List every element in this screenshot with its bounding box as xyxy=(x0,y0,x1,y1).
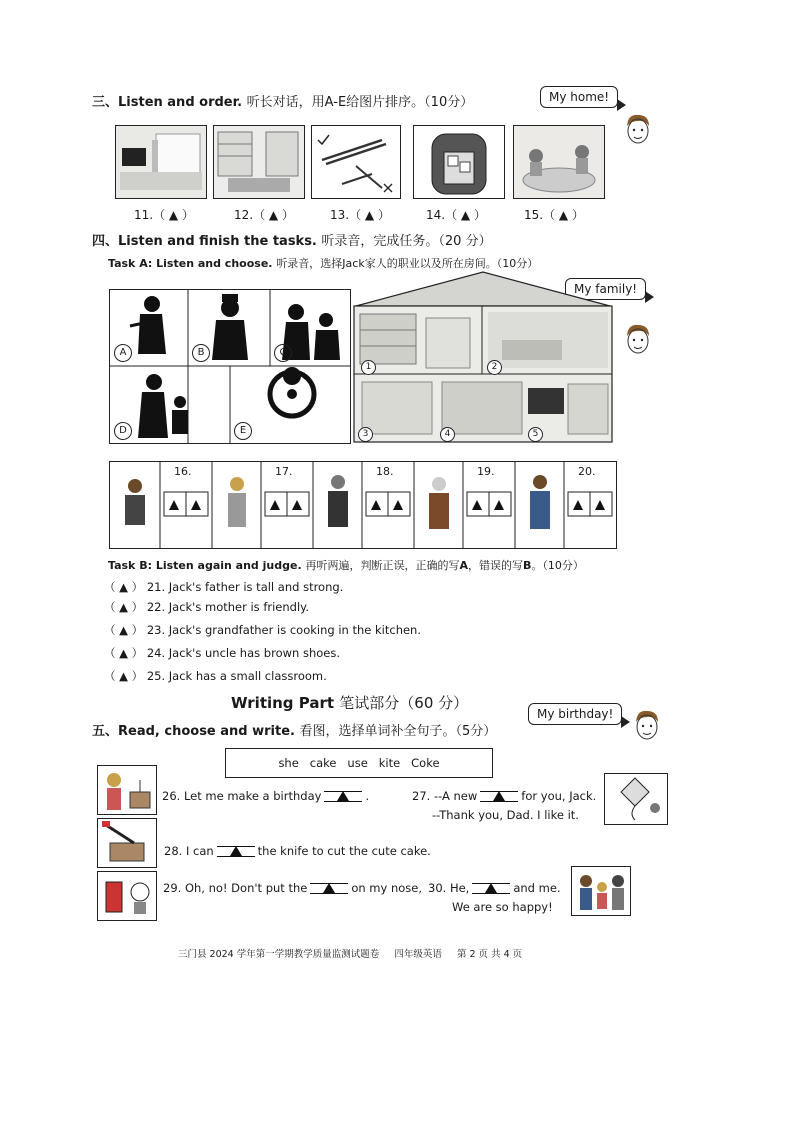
job-label-b: B xyxy=(192,344,210,362)
table-num-18: 18. xyxy=(376,465,394,478)
q27-picture xyxy=(604,773,668,825)
q26-sentence: 26. Let me make a birthday . xyxy=(162,789,370,803)
boy-face-icon xyxy=(623,112,653,146)
room-label-2: 2 xyxy=(487,360,502,375)
footer: 三门县 2024 学年第一学期教学质量监测试题卷 四年级英语 第 2 页 共 4 页 xyxy=(178,949,523,960)
judge-item-24: （ ▲ ） 24. Jack's uncle has brown shoes. xyxy=(104,646,340,660)
house-icon xyxy=(352,270,614,444)
q30-second-line: We are so happy! xyxy=(452,900,553,914)
table-num-19: 19. xyxy=(477,465,495,478)
speech-bubble-birthday: My birthday! xyxy=(528,703,622,725)
chopsticks-fork-picture xyxy=(311,125,401,199)
word-bank: she cake use kite Coke xyxy=(225,748,493,778)
dining-family-picture xyxy=(513,125,605,199)
q30-picture xyxy=(571,866,631,916)
speech-bubble-family: My family! xyxy=(565,278,646,300)
judge-item-22: （ ▲ ） 22. Jack's mother is friendly. xyxy=(104,600,309,614)
q28-blank[interactable] xyxy=(217,846,255,857)
study-room-icon xyxy=(214,126,304,198)
table-num-17: 17. xyxy=(275,465,293,478)
q30-sentence: 30. He, and me. xyxy=(428,881,561,895)
job-label-a: A xyxy=(114,344,132,362)
knife-cake-icon xyxy=(98,819,156,867)
family-photo-icon xyxy=(572,867,630,915)
q30-blank[interactable] xyxy=(472,883,510,894)
judge-item-25: （ ▲ ） 25. Jack has a small classroom. xyxy=(104,669,327,683)
boy-face-icon-2 xyxy=(623,322,653,356)
q29-picture xyxy=(97,871,157,921)
q27-blank[interactable] xyxy=(480,791,518,802)
section3-title: 三、Listen and order. 听长对话，用A-E给图片排序。（10分） xyxy=(92,95,474,110)
boy-face-icon-3 xyxy=(632,708,662,742)
people-answer-table xyxy=(109,461,617,549)
judge-answer-24[interactable]: （ ▲ ） xyxy=(104,646,144,660)
schoolbag-icon xyxy=(414,126,504,198)
q14-answer[interactable]: 14.（ ▲ ） xyxy=(426,208,486,222)
job-label-c: C xyxy=(274,344,292,362)
judge-answer-23[interactable]: （ ▲ ） xyxy=(104,623,144,637)
q12-answer[interactable]: 12.（ ▲ ） xyxy=(234,208,294,222)
judge-answer-22[interactable]: （ ▲ ） xyxy=(104,600,144,614)
job-label-d: D xyxy=(114,422,132,440)
judge-answer-21[interactable]: （ ▲ ） xyxy=(104,580,144,594)
job-silhouettes-icon xyxy=(110,290,350,443)
room-label-4: 4 xyxy=(440,427,455,442)
kite-icon xyxy=(605,774,667,824)
q29-blank[interactable] xyxy=(310,883,348,894)
judge-item-23: （ ▲ ） 23. Jack's grandfather is cooking in the kitchen. xyxy=(104,623,421,637)
table-num-20: 20. xyxy=(578,465,596,478)
q27-reply: --Thank you, Dad. I like it. xyxy=(432,808,579,822)
q28-picture xyxy=(97,818,157,868)
judge-item-21: （ ▲ ） 21. Jack's father is tall and strong. xyxy=(104,580,344,594)
q11-answer[interactable]: 11.（ ▲ ） xyxy=(134,208,194,222)
section4-title: 四、Listen and finish the tasks. 听录音，完成任务。（20 分） xyxy=(92,234,492,249)
q29-sentence: 29. Oh, no! Don't put the on my nose, xyxy=(163,881,423,895)
taskA-title: Task A: Listen and choose. 听录音，选择Jack家人的职业以及所在房间。（10分） xyxy=(108,257,539,270)
living-room-picture xyxy=(115,125,207,199)
speech-bubble-home: My home! xyxy=(540,86,618,108)
family-dinner-icon xyxy=(514,126,604,198)
section5-title: 五、Read, choose and write. 看图，选择单词补全句子。（5分） xyxy=(92,724,497,739)
writing-part-heading: Writing Part 笔试部分（60 分） xyxy=(231,694,469,712)
q26-picture xyxy=(97,765,157,815)
q28-sentence: 28. I can the knife to cut the cute cake. xyxy=(164,844,431,858)
room-label-1: 1 xyxy=(361,360,376,375)
room-label-5: 5 xyxy=(528,427,543,442)
study-picture xyxy=(213,125,305,199)
girl-cake-icon xyxy=(98,766,156,814)
job-label-e: E xyxy=(234,422,252,440)
q27-sentence: 27. --A new for you, Jack. xyxy=(412,789,597,803)
schoolbag-picture xyxy=(413,125,505,199)
q13-answer[interactable]: 13.（ ▲ ） xyxy=(330,208,390,222)
room-label-3: 3 xyxy=(358,427,373,442)
q15-answer[interactable]: 15.（ ▲ ） xyxy=(524,208,584,222)
chopsticks-fork-icon xyxy=(312,126,400,198)
coke-can-icon xyxy=(98,872,156,920)
table-num-16: 16. xyxy=(174,465,192,478)
living-room-icon xyxy=(116,126,206,198)
judge-answer-25[interactable]: （ ▲ ） xyxy=(104,669,144,683)
taskB-title: Task B: Listen again and judge. 再听两遍，判断正误，正确的写A，错误的写B。（10分） xyxy=(108,559,584,572)
jobs-grid xyxy=(109,289,351,444)
house-rooms xyxy=(352,270,614,444)
q26-blank[interactable] xyxy=(324,791,362,802)
